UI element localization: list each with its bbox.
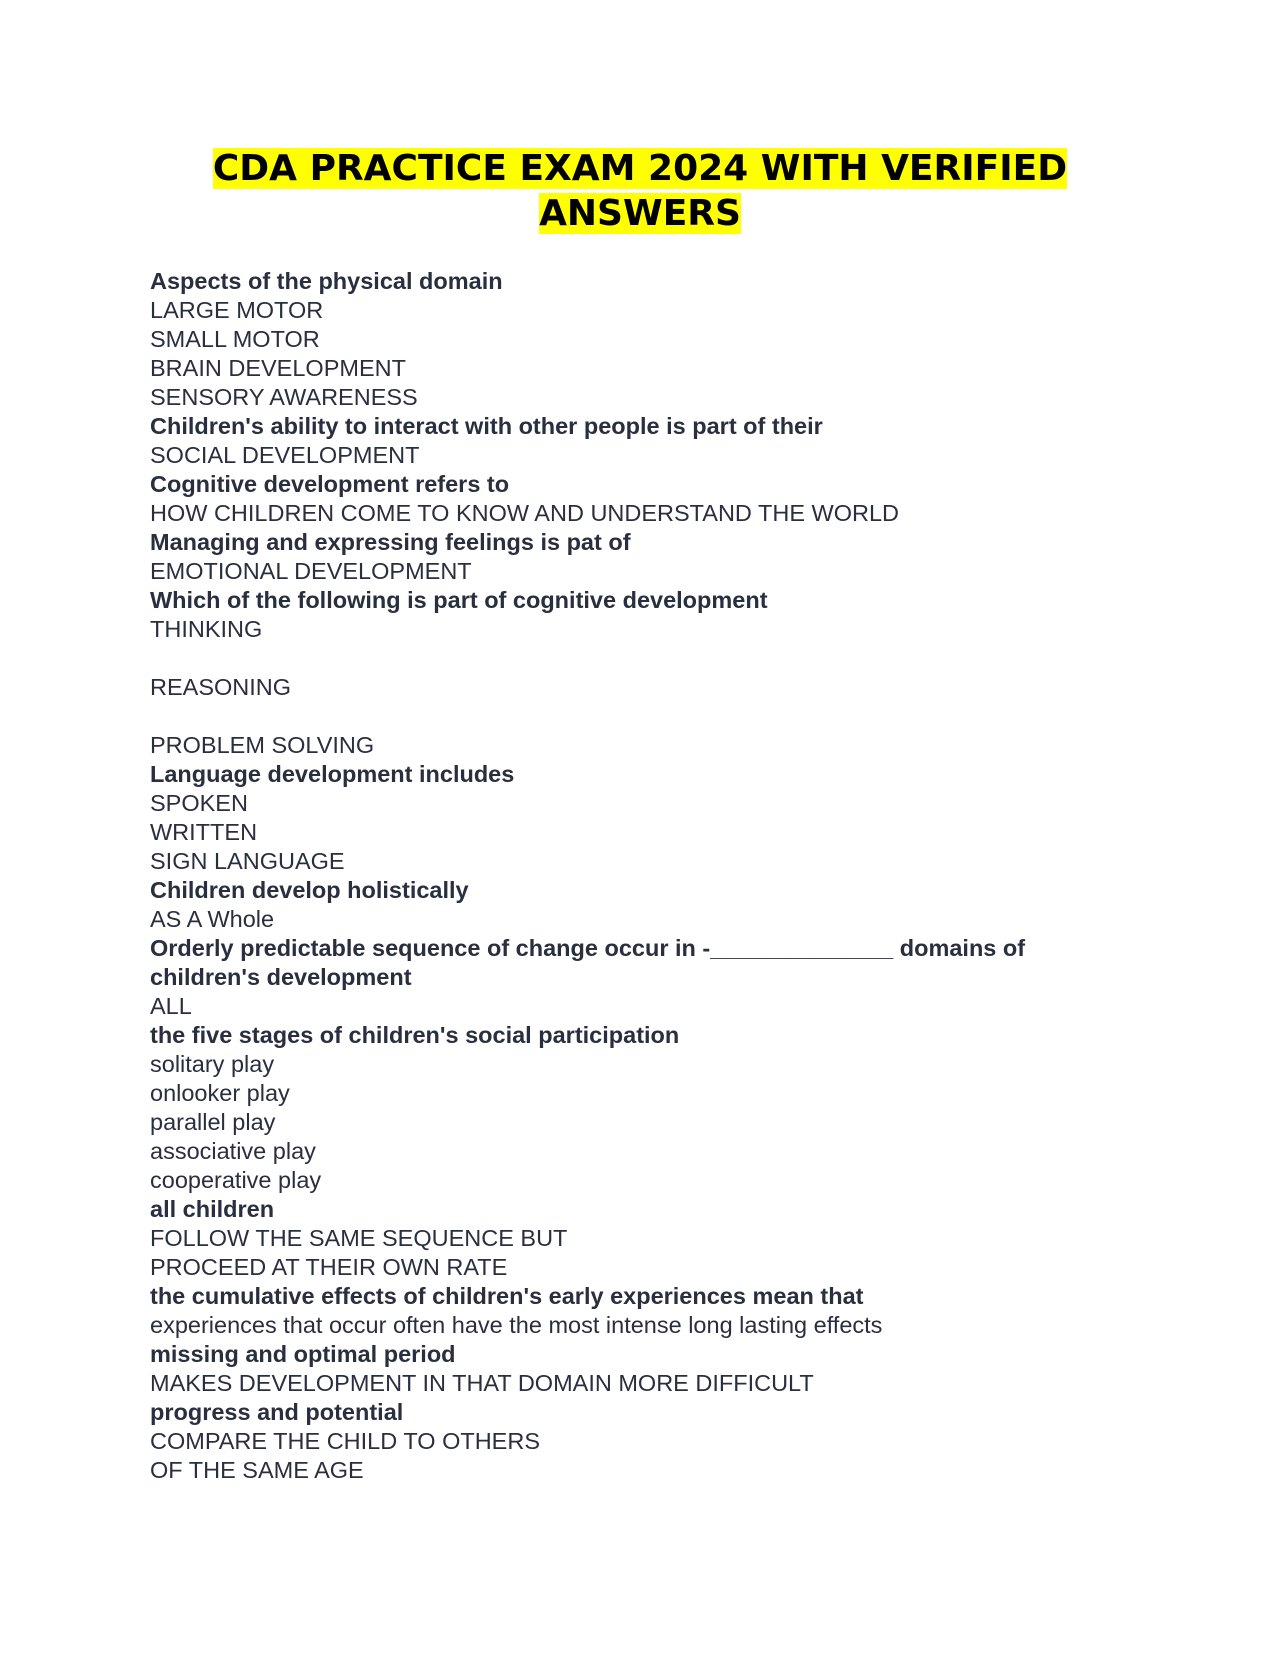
answer-line: onlooker play [150,1080,290,1106]
answer-line: AS A Whole [150,906,275,932]
question-line: Managing and expressing feelings is pat of [150,529,631,555]
answer-line: REASONING [150,674,292,700]
answer-line: SPOKEN [150,790,248,816]
answer-line: ALL [150,993,192,1019]
answer-line: EMOTIONAL DEVELOPMENT [150,558,472,584]
question-line: Children's ability to interact with other people is part of their [150,413,823,439]
blank-line [150,702,1130,731]
answer-line: WRITTEN [150,819,258,845]
question-line: Language development includes [150,761,515,787]
question-line: Aspects of the physical domain [150,268,503,294]
blank-line [150,644,1130,673]
title-highlight: CDA PRACTICE EXAM 2024 WITH VERIFIED ANSWERS [212,148,1068,234]
qa-list [150,267,1130,1485]
answer-line: SENSORY AWARENESS [150,384,418,410]
answer-line: SIGN LANGUAGE [150,848,345,874]
question-line: Children develop holistically [150,877,469,903]
answer-line: PROBLEM SOLVING [150,732,375,758]
answer-line: MAKES DEVELOPMENT IN THAT DOMAIN MORE DIFFICULT [150,1370,814,1396]
answer-line: THINKING [150,616,263,642]
question-line: progress and potential [150,1399,404,1425]
answer-line: LARGE MOTOR [150,297,324,323]
page-title [150,146,1130,236]
question-line: the cumulative effects of children's early experiences mean that [150,1283,864,1309]
question-line: Which of the following is part of cognitive development [150,587,768,613]
answer-line: HOW CHILDREN COME TO KNOW AND UNDERSTAND THE WORLD [150,500,900,526]
answer-line: cooperative play [150,1167,322,1193]
answer-line: associative play [150,1138,316,1164]
answer-line: COMPARE THE CHILD TO OTHERS [150,1428,540,1454]
question-line: Cognitive development refers to [150,471,510,497]
question-line: Orderly predictable sequence of change occur in -______________ domains of children's development [150,935,1026,990]
answer-line: SOCIAL DEVELOPMENT [150,442,420,468]
answer-line: solitary play [150,1051,275,1077]
question-line: the five stages of children's social participation [150,1022,680,1048]
answer-line: experiences that occur often have the most intense long lasting effects [150,1312,883,1338]
question-line: all children [150,1196,275,1222]
answer-line: parallel play [150,1109,276,1135]
question-line: missing and optimal period [150,1341,456,1367]
answer-line: FOLLOW THE SAME SEQUENCE BUT [150,1225,568,1251]
answer-line: SMALL MOTOR [150,326,320,352]
answer-line: BRAIN DEVELOPMENT [150,355,406,381]
answer-line: OF THE SAME AGE [150,1457,364,1483]
answer-line: PROCEED AT THEIR OWN RATE [150,1254,508,1280]
